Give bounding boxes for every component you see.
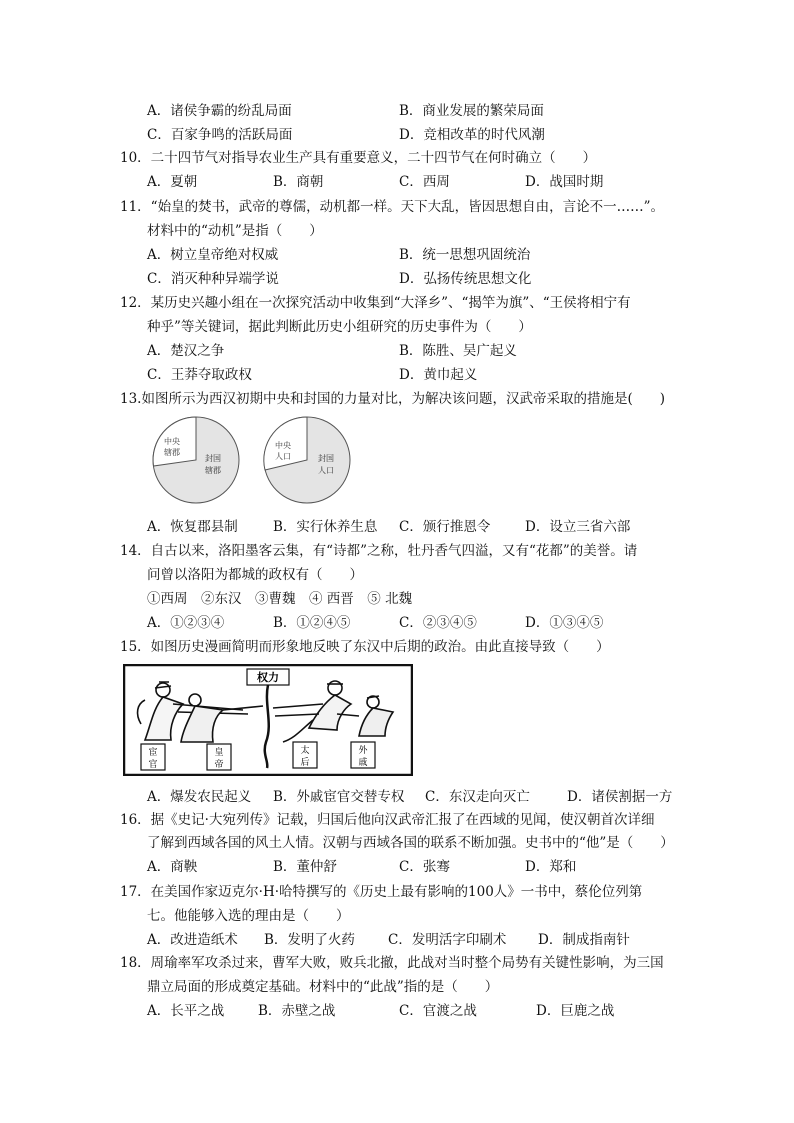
q16-stem-line2: 了解到西域各国的风土人情。汉朝与西域各国的联系不断加强。史书中的“他”是（ ）	[147, 835, 674, 851]
q9-option-b: B．商业发展的繁荣局面	[399, 103, 544, 119]
pie1-small-label-2: 辖郡	[164, 448, 180, 457]
q18-stem-line2: 鼎立局面的形成奠定基础。材料中的“此战”指的是（ ）	[147, 979, 499, 995]
q11-option-d: D．弘扬传统思想文化	[399, 271, 532, 287]
pie2-small-label-2: 人口	[275, 452, 291, 461]
q14-option-c: C．②③④⑤	[399, 615, 477, 631]
q17-option-c: C．发明活字印刷术	[388, 932, 507, 948]
q16-option-a: A．商鞅	[147, 859, 198, 875]
q13-option-a: A．恢复郡县制	[147, 519, 238, 535]
q12-stem-line2: 种乎”等关键词，据此判断此历史小组研究的历史事件为（ ）	[147, 319, 532, 335]
label-dowager-1: 太	[300, 746, 310, 756]
q15-option-d: D．诸侯割据一方	[567, 789, 673, 805]
power-text: 权力	[257, 671, 279, 684]
pie1-big-label-2: 辖郡	[205, 466, 221, 475]
label-eunuch-2: 官	[148, 760, 158, 770]
q12-option-c: C．王莽夺取政权	[147, 367, 252, 383]
label-emperor-2: 帝	[214, 760, 224, 770]
q10-option-b: B．商朝	[273, 174, 324, 190]
q15-option-a: A．爆发农民起义	[147, 789, 252, 805]
q18-option-c: C．官渡之战	[399, 1003, 477, 1019]
q16-option-d: D．郑和	[525, 859, 577, 875]
q9-option-a: A．诸侯争霸的纷乱局面	[147, 103, 292, 119]
label-eunuch-1: 宦	[148, 748, 158, 758]
q17-stem-line2: 七。他能够入选的理由是（ ）	[147, 908, 350, 924]
q13-stem: 13.如图所示为西汉初期中央和封国的力量对比，为解决该问题，汉武帝采取的措施是( )	[120, 391, 666, 407]
q13-pie-chart-territory	[148, 414, 248, 506]
q17-option-d: D．制成指南针	[538, 932, 630, 948]
q12-option-a: A．楚汉之争	[147, 343, 225, 359]
q14-option-b: B．①②④⑤	[273, 615, 351, 631]
q17-option-a: A．改进造纸术	[147, 932, 238, 948]
q11-option-b: B．统一思想巩固统治	[399, 247, 531, 263]
q14-option-d: D．①③④⑤	[525, 615, 604, 631]
q13-option-b: B．实行休养生息	[273, 519, 378, 535]
q12-stem-line1: 12．某历史兴趣小组在一次探究活动中收集到“大泽乡”、“揭竿为旗”、“王侯将相宁有	[120, 295, 631, 311]
q10-stem: 10．二十四节气对指导农业生产具有重要意义，二十四节气在何时确立（ ）	[120, 150, 597, 166]
pie2-small-label-1: 中央	[275, 441, 291, 450]
q10-option-c: C．西周	[399, 174, 450, 190]
q15-stem: 15．如图历史漫画简明而形象地反映了东汉中后期的政治。由此直接导致（ ）	[120, 639, 610, 655]
q16-option-b: B．董仲舒	[273, 859, 337, 875]
q10-option-a: A．夏朝	[147, 174, 198, 190]
pie2-big-label-2: 人口	[318, 466, 334, 475]
q15-cartoon	[123, 664, 413, 776]
q12-option-b: B．陈胜、吴广起义	[399, 343, 517, 359]
q14-stem-line1: 14．自古以来，洛阳墨客云集，有“诗都”之称，牡丹香气四溢，又有“花都”的美誉。请	[120, 543, 638, 559]
q14-option-a: A．①②③④	[147, 615, 225, 631]
q16-stem-line1: 16．据《史记·大宛列传》记载，归国后他向汉武帝汇报了在西域的见闻，使汉朝首次详细	[120, 812, 655, 828]
pie1-small-label-1: 中央	[164, 437, 180, 446]
q11-stem-line2: 材料中的“动机”是指（ ）	[147, 223, 323, 239]
q18-stem-line1: 18．周瑜率军攻杀过来，曹军大败，败兵北撤，此战对当时整个局势有关键性影响，为三国	[120, 955, 664, 971]
q16-option-c: C．张骞	[399, 859, 450, 875]
q15-option-c: C．东汉走向灭亡	[425, 789, 530, 805]
pie1-big-label-1: 封国	[205, 454, 221, 463]
q10-option-d: D．战国时期	[525, 174, 604, 190]
q13-pie-chart-population	[259, 414, 359, 506]
q9-option-d: D．竞相改革的时代风潮	[399, 127, 545, 143]
q13-option-c: C．颁行推恩令	[399, 519, 491, 535]
label-emperor-1: 皇	[214, 748, 224, 758]
q11-stem-line1: 11．“始皇的焚书，武帝的尊儒，动机都一样。天下大乱，皆因思想自由，言论不一……”。	[120, 199, 664, 215]
q18-option-b: B．赤壁之战	[258, 1003, 336, 1019]
q18-option-a: A．长平之战	[147, 1003, 225, 1019]
q14-choices: ①西周 ②东汉 ③曹魏 ④ 西晋 ⑤ 北魏	[147, 591, 413, 607]
q12-option-d: D．黄巾起义	[399, 367, 478, 383]
q11-option-c: C．消灭种种异端学说	[147, 271, 279, 287]
q11-option-a: A．树立皇帝绝对权威	[147, 247, 279, 263]
q9-option-c: C．百家争鸣的活跃局面	[147, 127, 293, 143]
q17-stem-line1: 17．在美国作家迈克尔·H·哈特撰写的《历史上最有影响的100人》一书中，蔡伦位列第	[120, 884, 643, 900]
q17-option-b: B．发明了火药	[264, 932, 355, 948]
q18-option-d: D．巨鹿之战	[536, 1003, 615, 1019]
label-kin-2: 戚	[358, 758, 368, 768]
q14-stem-line2: 问曾以洛阳为都城的政权有（ ）	[147, 567, 363, 583]
label-kin-1: 外	[358, 746, 368, 756]
label-dowager-2: 后	[300, 758, 310, 768]
q15-option-b: B．外戚宦官交替专权	[273, 789, 405, 805]
pie2-big-label-1: 封国	[318, 454, 334, 463]
q13-option-d: D．设立三省六部	[525, 519, 631, 535]
